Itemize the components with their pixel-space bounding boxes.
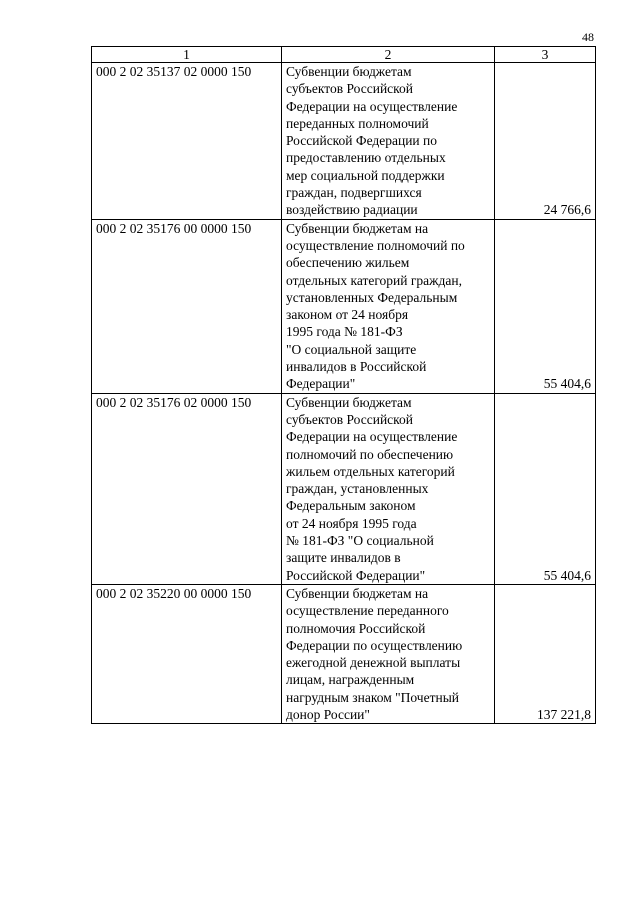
revenue-name-line: Субвенции бюджетам: [286, 64, 412, 79]
revenue-name-line: мер социальной поддержки: [286, 167, 445, 183]
revenue-name-line: полномочий по обеспечению: [286, 446, 454, 462]
revenue-name-line: донор России": [286, 706, 370, 722]
revenue-name-line: Субвенции бюджетам на: [286, 585, 429, 601]
budget-classification-code: 000 2 02 35176 02 0000 150: [92, 393, 282, 584]
revenue-name-line: от 24 ноября 1995 года: [286, 515, 417, 531]
amount-value: 137 221,8: [495, 584, 596, 723]
column-header-1: 1: [92, 47, 282, 63]
revenue-name-line: № 181-ФЗ "О социальной: [286, 533, 434, 549]
revenue-name-line: установленных Федеральным: [286, 289, 458, 305]
revenue-name-line: жильем отдельных категорий: [286, 463, 455, 479]
revenue-name: [282, 63, 495, 220]
revenue-name-line: осуществление полномочий по: [286, 237, 465, 253]
revenue-name-line: обеспечению жильем: [286, 255, 410, 271]
revenue-name-line: полномочия Российской: [286, 620, 426, 636]
budget-classification-code: 000 2 02 35176 00 0000 150: [92, 219, 282, 393]
revenue-name-line: Федерации": [286, 376, 356, 392]
column-header-2: 2: [282, 47, 495, 63]
amount-value: 55 404,6: [495, 393, 596, 584]
revenue-name: [282, 393, 495, 584]
revenue-name-line: осуществление переданного: [286, 603, 449, 619]
revenue-name-line: предоставлению отдельных: [286, 150, 446, 166]
table-body: [92, 63, 596, 724]
revenue-name-line: лицам, награжденным: [286, 672, 415, 688]
revenue-name: [282, 219, 495, 393]
revenue-name-line: субъектов Российской: [286, 81, 414, 97]
revenue-name-line: отдельных категорий граждан,: [286, 272, 462, 288]
revenue-name-line: Федерации по осуществлению: [286, 637, 463, 653]
revenue-name-line: Российской Федерации": [286, 567, 426, 583]
budget-revenue-table: [91, 46, 596, 724]
revenue-name-line: граждан, подвергшихся: [286, 185, 422, 201]
budget-classification-code: 000 2 02 35137 02 0000 150: [92, 63, 282, 220]
revenue-name-line: Федеральным законом: [286, 498, 416, 514]
revenue-name-line: ежегодной денежной выплаты: [286, 655, 461, 671]
revenue-name-line: 1995 года № 181-ФЗ: [286, 324, 403, 340]
revenue-name-line: законом от 24 ноября: [286, 307, 409, 323]
revenue-name: [282, 584, 495, 723]
revenue-name-line: воздействию радиации: [286, 202, 418, 218]
revenue-name-line: Федерации на осуществление: [286, 98, 458, 114]
table-header-row: [92, 47, 596, 63]
revenue-name-line: Федерации на осуществление: [286, 429, 458, 445]
amount-value: 24 766,6: [495, 63, 596, 220]
page-number: 48: [582, 30, 594, 44]
table-row: [92, 393, 596, 584]
amount-value: 55 404,6: [495, 219, 596, 393]
revenue-name-line: Субвенции бюджетам: [286, 394, 412, 410]
revenue-name-line: защите инвалидов в: [286, 550, 401, 566]
revenue-name-line: "О социальной защите: [286, 341, 417, 357]
revenue-name-line: Российской Федерации по: [286, 133, 438, 149]
table-row: [92, 219, 596, 393]
table-row: [92, 63, 596, 220]
revenue-name-line: инвалидов в Российской: [286, 359, 427, 375]
column-header-3: 3: [495, 47, 596, 63]
revenue-name-line: переданных полномочий: [286, 115, 429, 131]
revenue-name-line: граждан, установленных: [286, 481, 429, 497]
table-row: [92, 584, 596, 723]
revenue-name-line: субъектов Российской: [286, 411, 414, 427]
budget-classification-code: 000 2 02 35220 00 0000 150: [92, 584, 282, 723]
revenue-name-line: нагрудным знаком "Почетный: [286, 689, 460, 705]
revenue-name-line: Субвенции бюджетам на: [286, 220, 429, 236]
